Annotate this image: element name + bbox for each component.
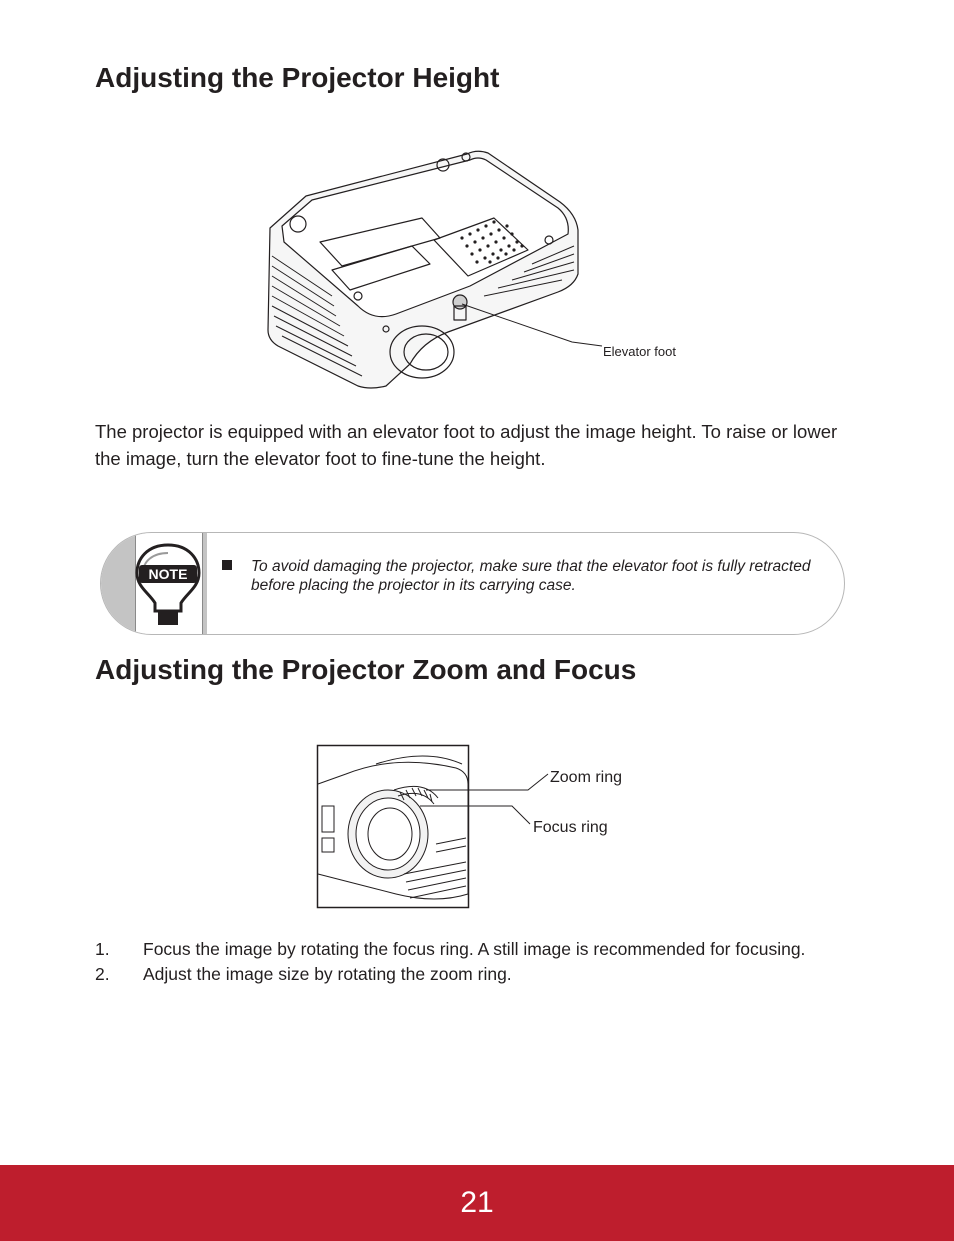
elevator-foot-label: Elevator foot xyxy=(603,344,676,359)
section-title-height: Adjusting the Projector Height xyxy=(95,62,500,93)
list-item xyxy=(95,938,875,963)
focus-ring-label: Focus ring xyxy=(533,819,608,836)
step-text: Adjust the image size by rotating the zoom ring. xyxy=(143,964,512,984)
lightbulb-icon xyxy=(133,541,203,631)
note-box xyxy=(100,532,845,635)
list-item xyxy=(95,963,875,988)
note-icon-label: NOTE xyxy=(148,566,188,582)
page-number: 21 xyxy=(460,1186,494,1219)
step-number: 1. xyxy=(95,939,110,959)
height-description: The projector is equipped with an elevator foot to adjust the image height. To raise or lower the image, turn the elevator foot to fine-tune the height. xyxy=(95,421,838,469)
note-bullet xyxy=(222,560,232,570)
step-text: Focus the image by rotating the focus ring. A still image is recommended for focusing. xyxy=(143,939,806,959)
zoom-focus-figure xyxy=(316,744,636,910)
note-text: To avoid damaging the projector, make sure that the elevator foot is fully retracted before placing the projector in its carrying case. xyxy=(251,558,811,594)
step-number: 2. xyxy=(95,964,110,984)
zoom-ring-label: Zoom ring xyxy=(550,769,623,786)
page-footer xyxy=(0,1165,954,1241)
section-title-zoom: Adjusting the Projector Zoom and Focus xyxy=(95,654,637,685)
projector-height-figure xyxy=(262,146,682,392)
instruction-list xyxy=(95,938,875,988)
